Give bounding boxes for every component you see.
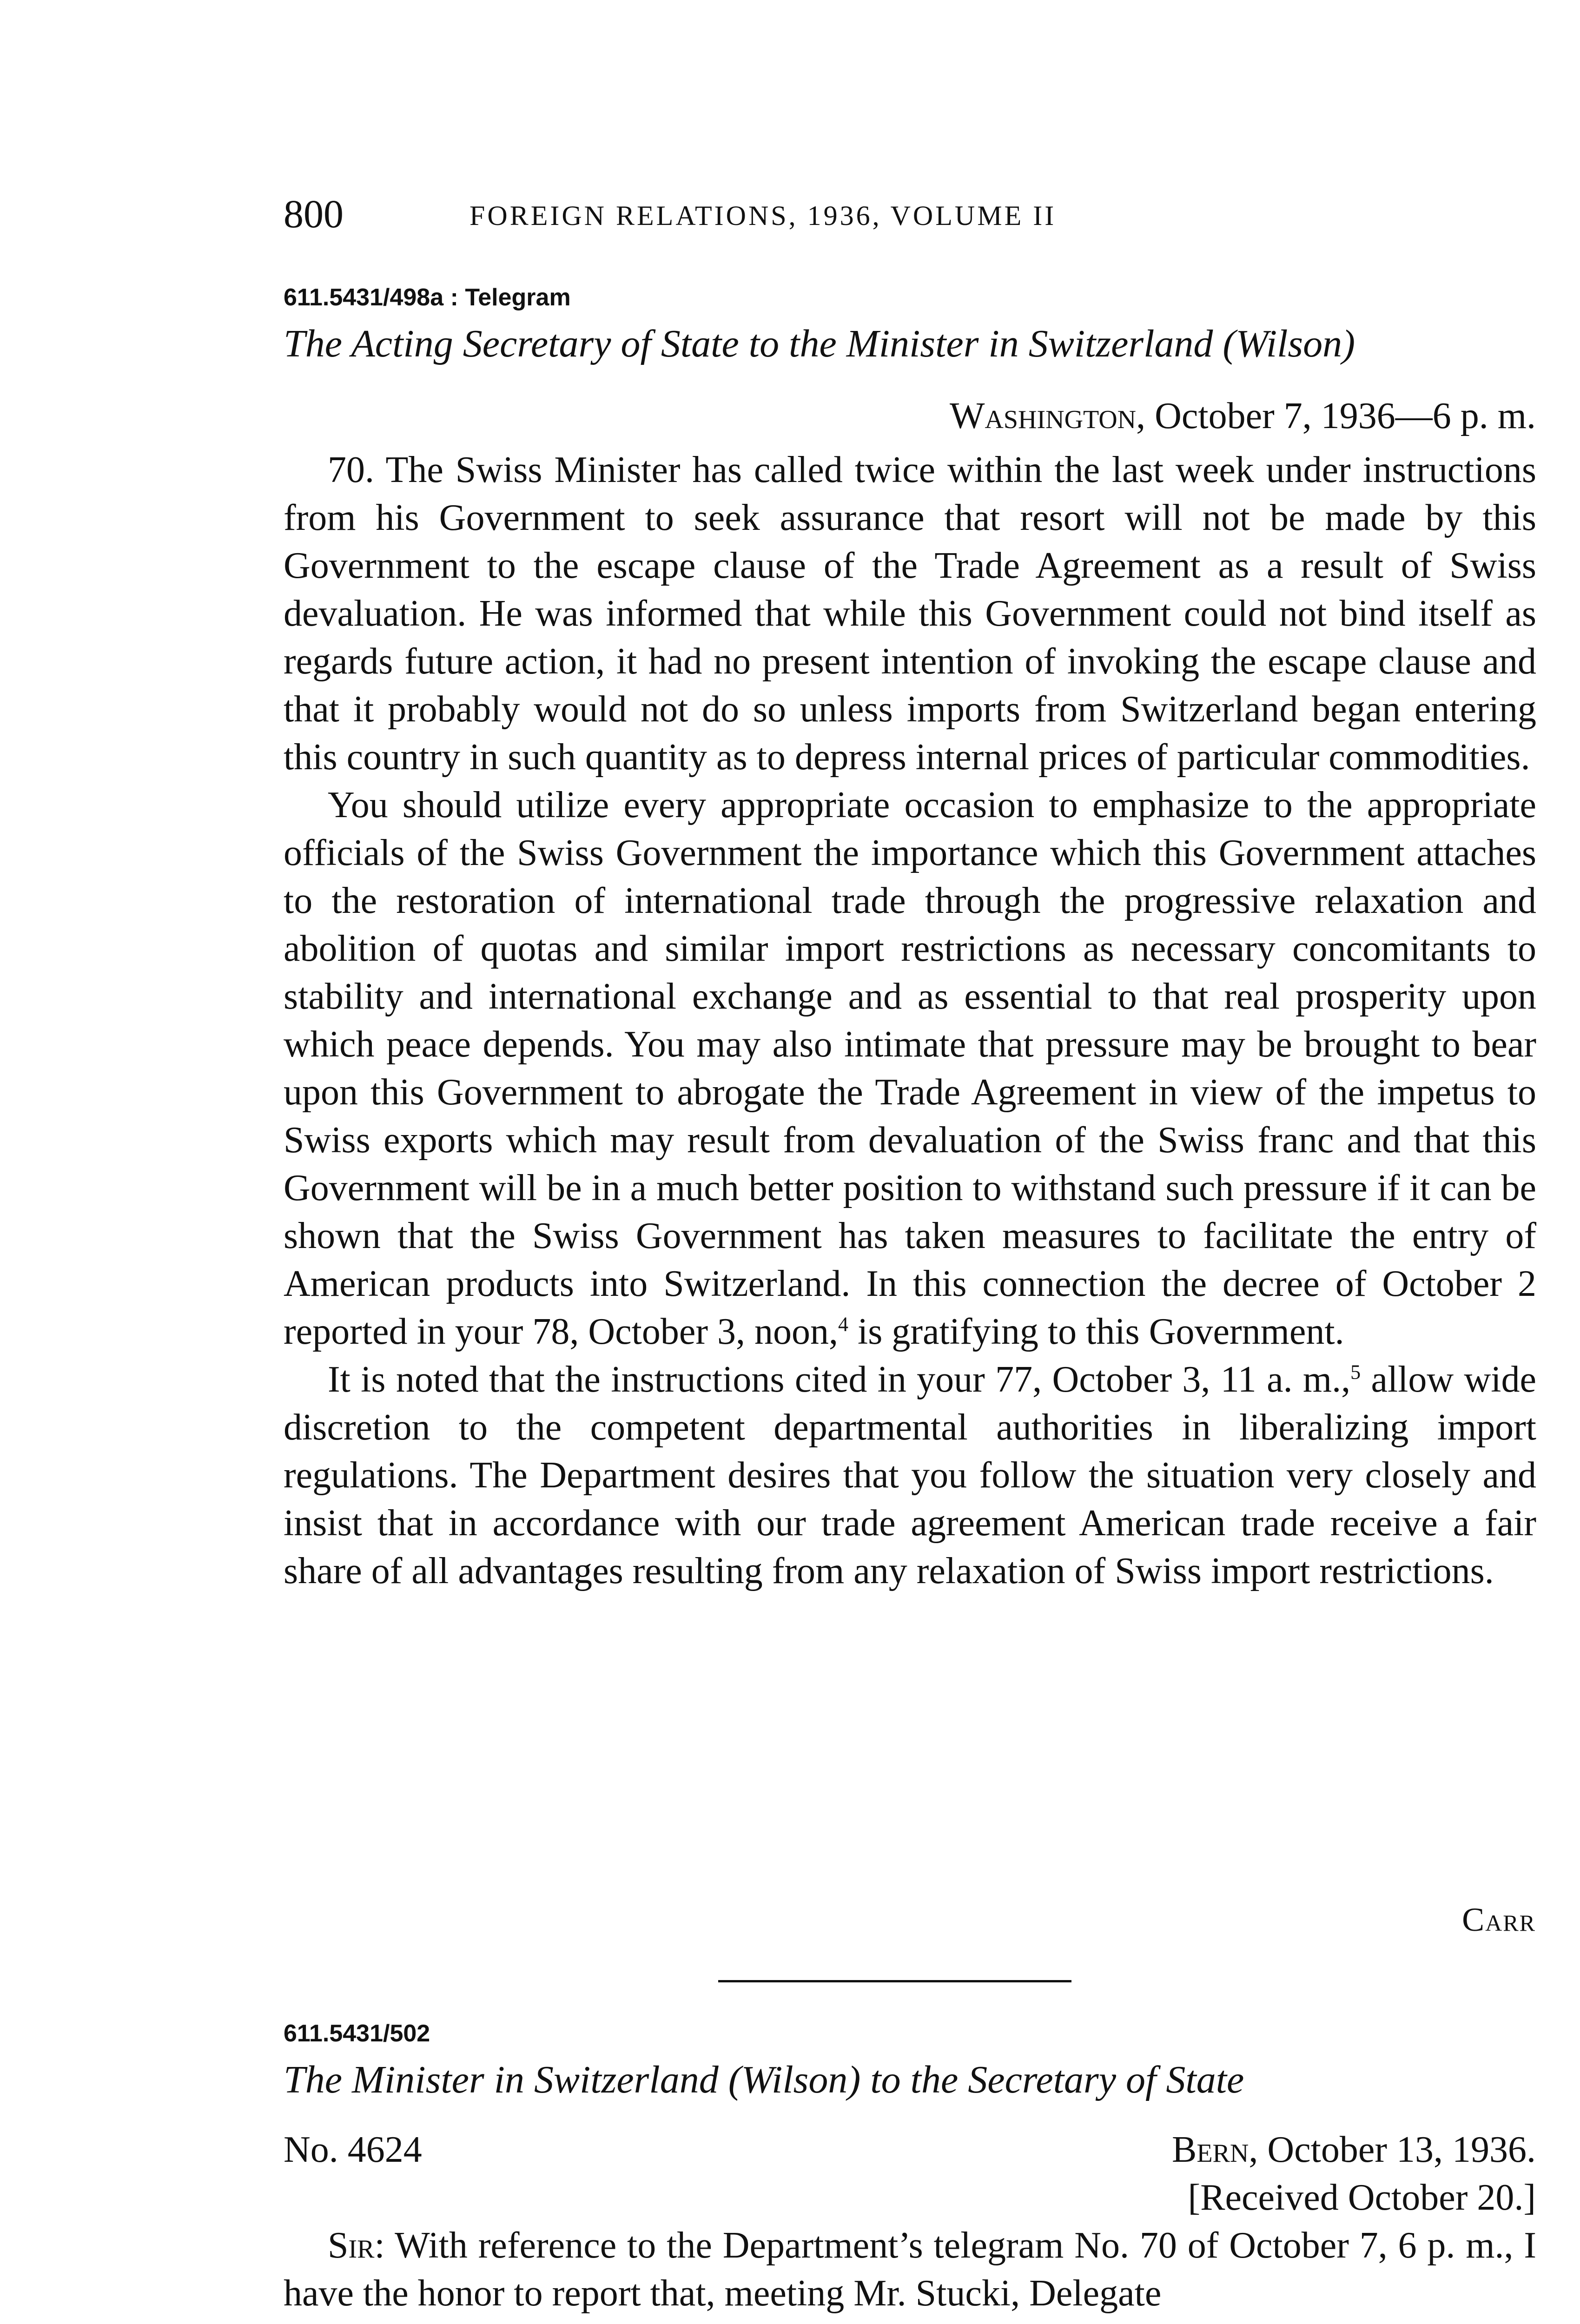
doc2-salutation: Sir — [328, 2225, 375, 2266]
doc1-paragraph-3-text-b: allow wide discretion to the competent departmental authorities in liberalizing import regulations. The Department desires that you follow the situation very closely and insist that in accordance with our trade agreement American trade receive a fair share of all advantages resulting from any relaxation of Swiss import restrictions. — [284, 1359, 1536, 1591]
doc1-paragraph-1: 70. The Swiss Minister has called twice within the last week under instructions from his Government to seek assurance that resort will not be made by this Government to the escape clause of the Trade Agreement as a result of Swiss devaluation. He was informed that while this Government could not bind itself as regards future action, it had no present intention of invoking the escape clause and that it probably would not do so unless imports from Switzerland began entering this country in such quantity as to depress internal prices of particular commodities. — [284, 449, 1536, 778]
footnote-ref-4: 4 — [838, 1313, 849, 1336]
doc1-dateline — [950, 393, 1536, 439]
footnote-ref-5: 5 — [1350, 1360, 1361, 1384]
doc1-paragraph-2 — [284, 781, 1536, 1356]
doc2-filecode: 611.5431/502 — [284, 2020, 430, 2047]
doc1-filecode: 611.5431/498a : Telegram — [284, 284, 571, 311]
doc2-received: [Received October 20.] — [1188, 2177, 1536, 2218]
doc1-paragraph-2-text-b: is gratifying to this Government. — [848, 1311, 1344, 1352]
doc1-dateline-date: , October 7, 1936—6 p. m. — [1136, 396, 1536, 436]
running-title: FOREIGN RELATIONS, 1936, VOLUME II — [469, 200, 1057, 231]
doc1-signature: Carr — [1462, 1901, 1536, 1938]
doc1-paragraph-3 — [284, 1356, 1536, 1595]
doc2-dateline-place: Bern — [1171, 2129, 1249, 2170]
doc1-dateline-place: Washington — [949, 396, 1137, 436]
page-number: 800 — [284, 191, 344, 236]
doc2-body — [284, 2222, 1536, 2317]
doc2-number: No. 4624 — [284, 2129, 422, 2170]
doc2-title: The Minister in Switzerland (Wilson) to the Secretary of State — [284, 2058, 1244, 2101]
doc1-title: The Acting Secretary of State to the Minister in Switzerland (Wilson) — [284, 322, 1355, 365]
doc2-dateline — [1172, 2126, 1536, 2173]
doc1-body — [284, 446, 1536, 1595]
page-header — [284, 191, 1539, 242]
doc2-paragraph-1-text: : With reference to the Department’s telegram No. 70 of October 7, 6 p. m., I have the honor to report that, meeting Mr. Stucki, Delegate — [284, 2225, 1536, 2314]
doc2-paragraph-1 — [284, 2222, 1536, 2317]
doc1-paragraph-2-text-a: You should utilize every appropriate occasion to emphasize to the appropriate officials of the Swiss Government the importance which this Government attaches to the restoration of international trade through the progressive relaxation and abolition of quotas and similar import restrictions as necessary concomitants to stability and international exchange and as essential to that real prosperity upon which peace depends. You may also intimate that pressure may be brought to bear upon this Government to abrogate the Trade Agreement in view of the impetus to Swiss exports which may result from devaluation of the Swiss franc and that this Government will be in a much better position to withstand such pressure if it can be shown that the Swiss Government has taken measures to facilitate the entry of American products into Switzerland. In this connection the decree of October 2 reported in your 78, October 3, noon, — [284, 785, 1536, 1352]
section-divider — [718, 1980, 1071, 1982]
doc1-paragraph-3-text-a: It is noted that the instructions cited in your 77, October 3, 11 a. m., — [328, 1359, 1351, 1400]
doc2-dateline-date: , October 13, 1936. — [1249, 2129, 1536, 2170]
